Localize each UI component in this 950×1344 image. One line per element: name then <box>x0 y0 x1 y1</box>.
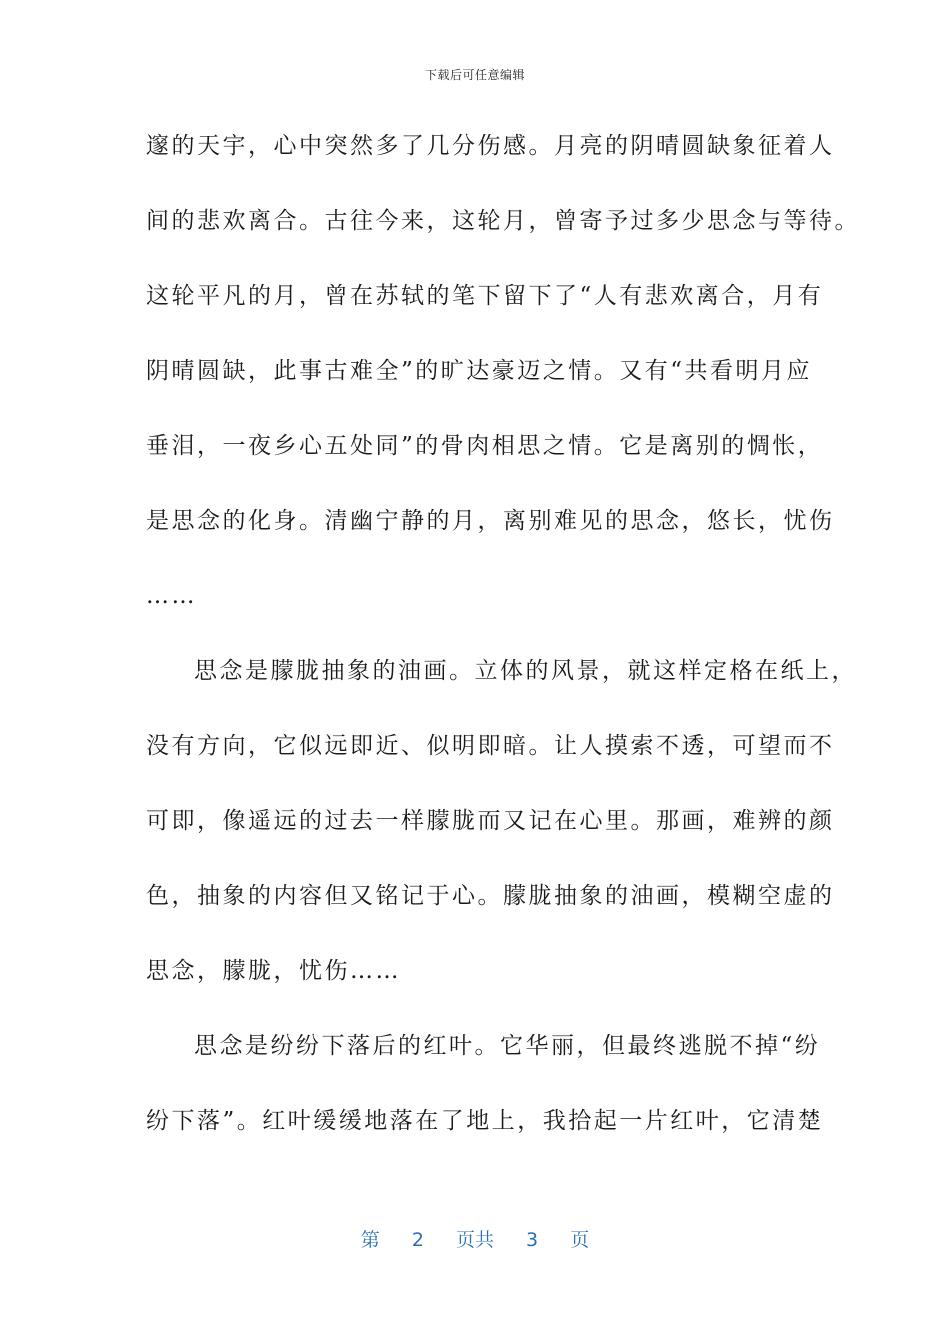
total-pages-number: 3 <box>526 1229 539 1251</box>
text-line: 间的悲欢离合。古往今来，这轮月，曾寄予过多少思念与等待。 <box>146 208 860 234</box>
body-text <box>146 124 860 1174</box>
text-line: 邃的天宇，心中突然多了几分伤感。月亮的阴晴圆缺象征着人 <box>146 133 835 159</box>
current-page-number: 2 <box>411 1229 424 1251</box>
text-line: 这轮平凡的月，曾在苏轼的笔下留下了“人有悲欢离合，月有 <box>146 283 824 309</box>
text-line: …… <box>146 583 197 609</box>
text-line: 纷下落”。红叶缓缓地落在了地上，我拾起一片红叶，它清楚 <box>146 1108 824 1134</box>
text-line: 色，抽象的内容但又铭记于心。朦胧抽象的油画，模糊空虚的 <box>146 883 835 909</box>
text-line: 阴晴圆缺，此事古难全”的旷达豪迈之情。又有“共看明月应 <box>146 358 813 384</box>
page-label-mid: 页共 <box>455 1229 494 1251</box>
text-line: 是思念的化身。清幽宁静的月，离别难见的思念，悠长，忧伤 <box>146 508 835 534</box>
text-line: 没有方向，它似远即近、似明即暗。让人摸索不透，可望而不 <box>146 733 835 759</box>
paragraph-start-line: 思念是朦胧抽象的油画。立体的风景，就这样定格在纸上， <box>194 658 857 684</box>
text-line: 可即，像遥远的过去一样朦胧而又记在心里。那画，难辨的颜 <box>146 808 835 834</box>
page-footer <box>0 1225 950 1252</box>
page-label-prefix: 第 <box>360 1229 380 1251</box>
page-header: 下载后可任意编辑 <box>424 68 525 82</box>
page-label-suffix: 页 <box>570 1229 590 1251</box>
text-line: 思念，朦胧，忧伤…… <box>146 958 401 984</box>
text-line: 垂泪，一夜乡心五处同”的骨肉相思之情。它是离别的惆怅， <box>146 433 824 459</box>
paragraph-start-line: 思念是纷纷下落后的红叶。它华丽，但最终逃脱不掉“纷 <box>194 1033 821 1059</box>
